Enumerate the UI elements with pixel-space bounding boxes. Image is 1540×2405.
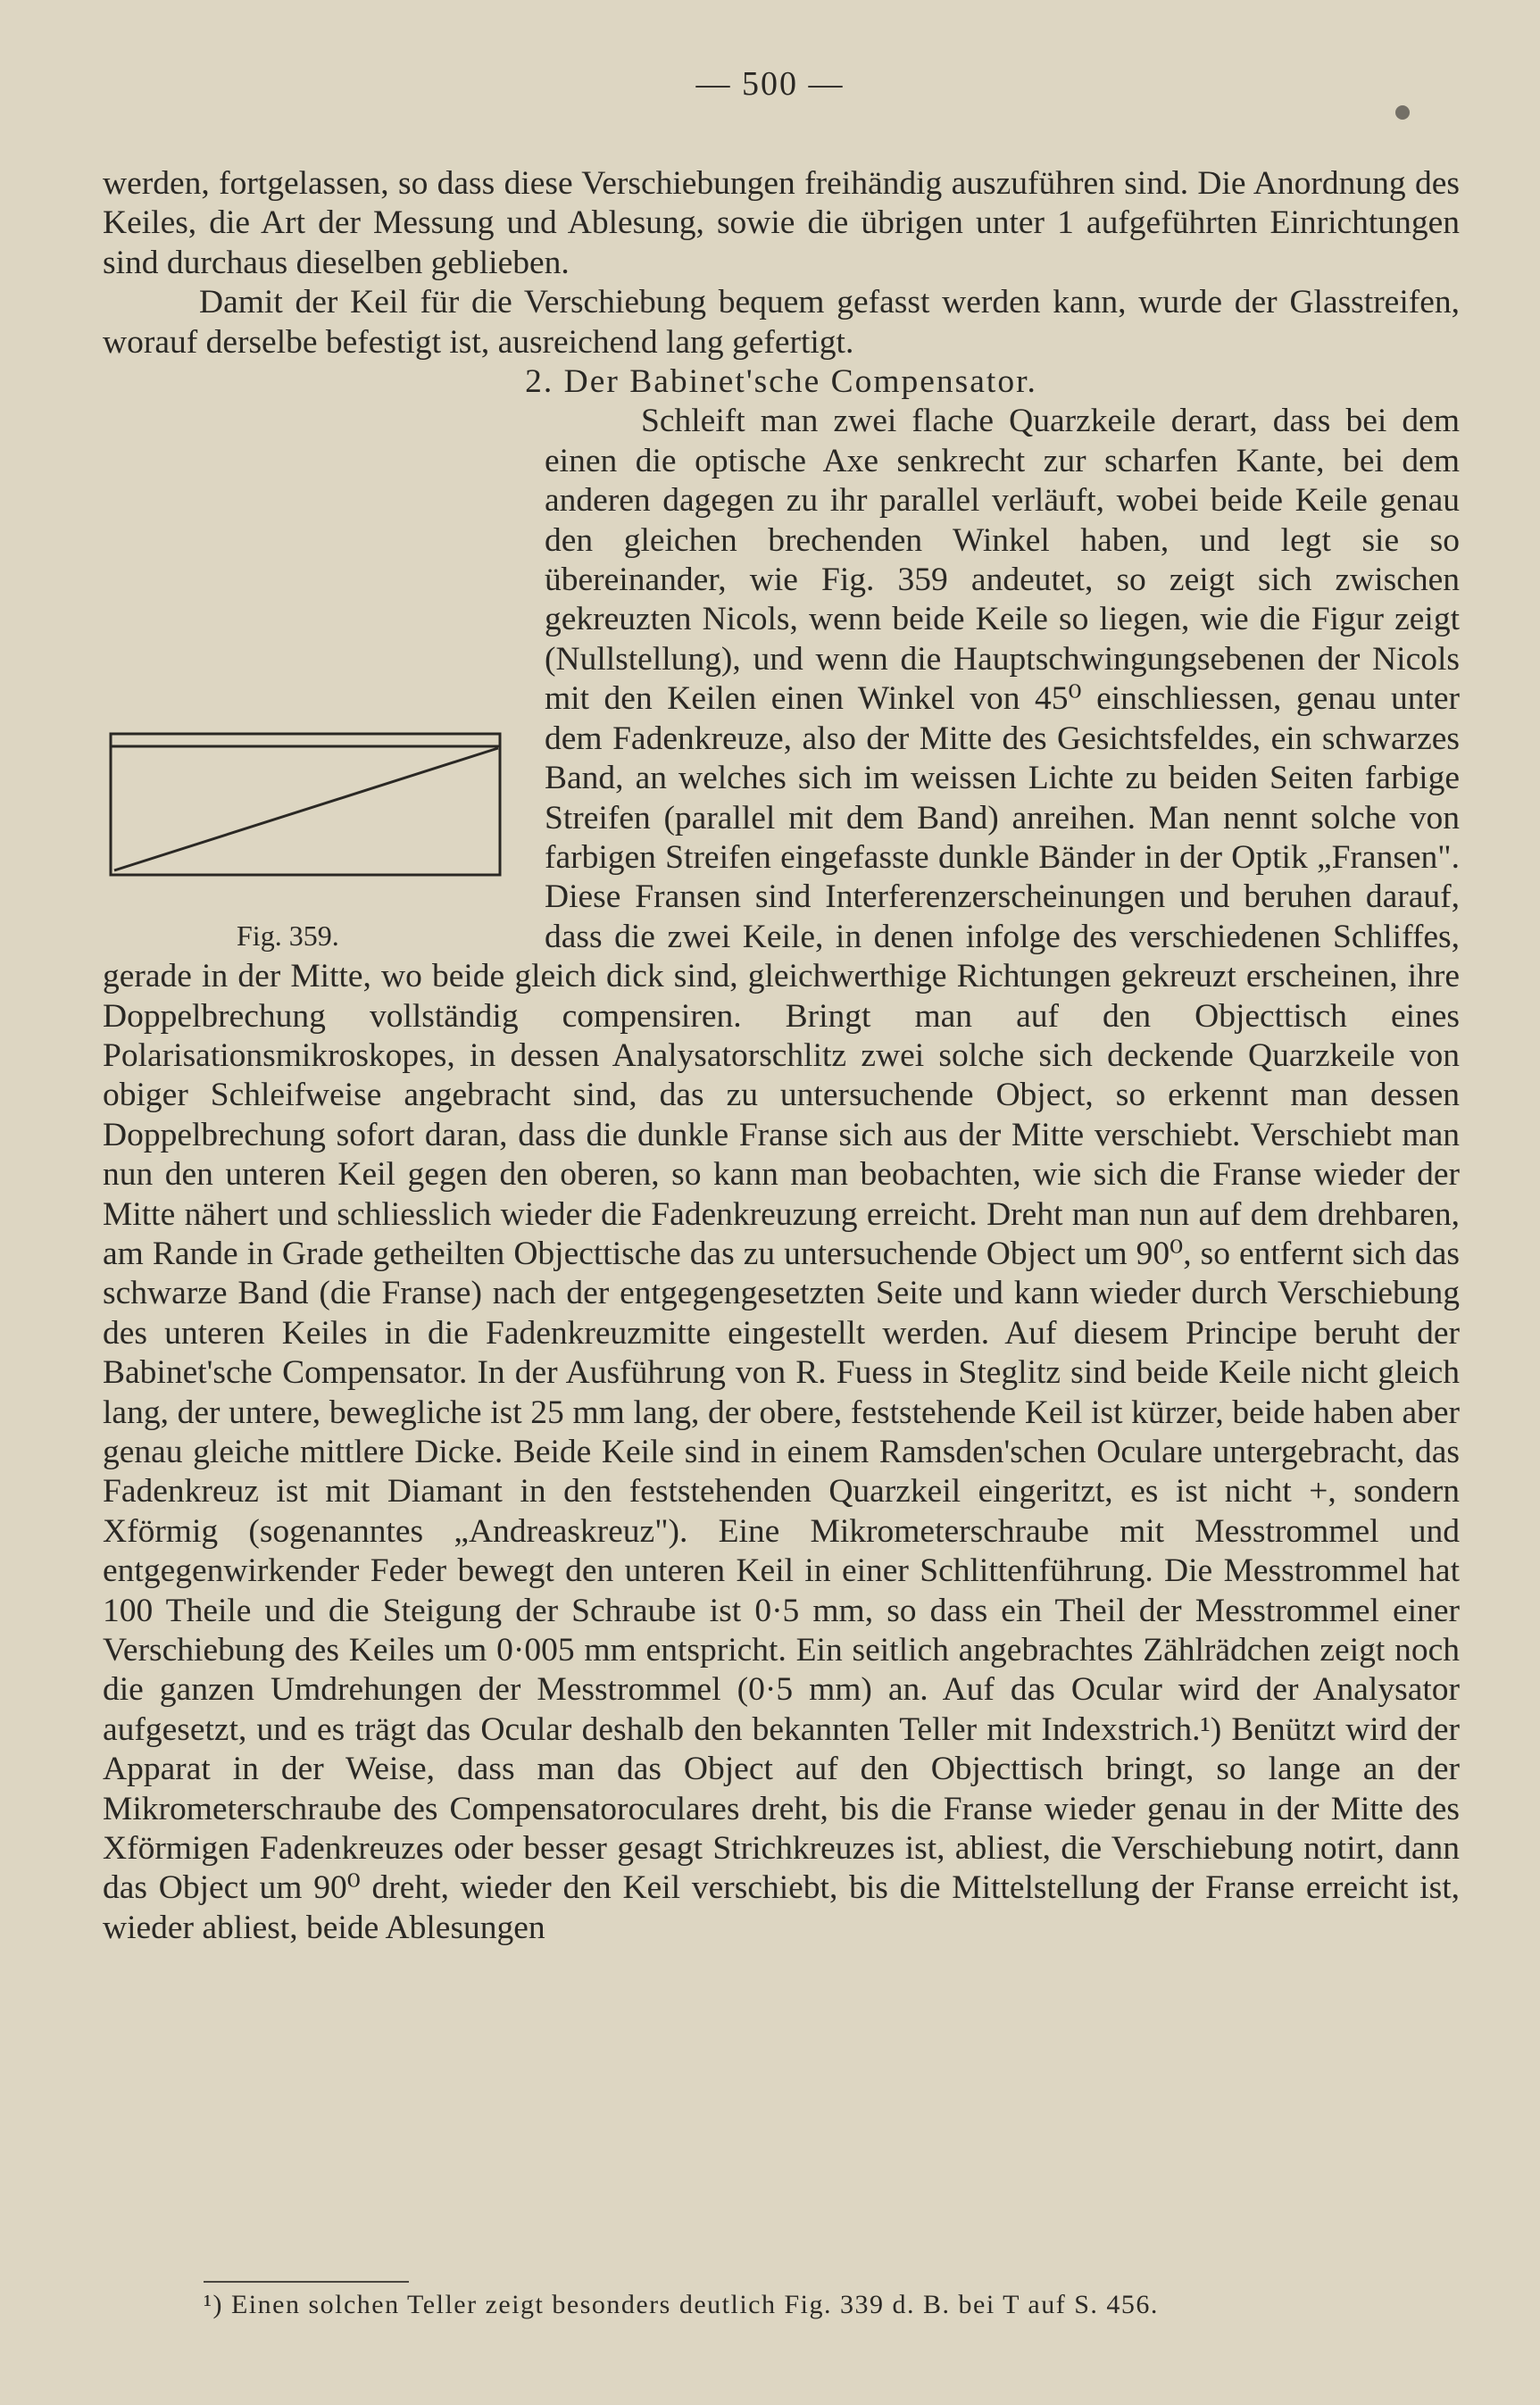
body-text bbox=[103, 164, 1460, 1948]
footnote-rule bbox=[204, 2281, 409, 2283]
paragraph-2: Damit der Keil für die Verschiebung bequem gefasst werden kann, wurde der Glasstreifen, worauf derselbe befestigt ist, ausreichend lang gefertigt. bbox=[103, 284, 1460, 361]
paragraph-3: Schleift man zwei flache Quarzkeile derart, dass bei dem einen die optische Axe senkrecht zur scharfen Kante, bei dem anderen dagegen zu ihr parallel verläuft, wobei beide Keile genau den gleichen brechenden Winkel haben, und legt sie so übereinander, wie Fig. 359 andeutet, so zeigt sich zwischen gekreuzten Nicols, wenn beide Keile so liegen, wie die Figur zeigt (Nullstellung), und wenn die Hauptschwingungsebenen der Nicols mit den Keilen einen Winkel von 45⁰ einschliessen, genau unter dem Fadenkreuze, also der Mitte des Gesichtsfeldes, ein schwarzes Band, an welches sich im weissen Lichte zu beiden Seiten farbige Streifen (parallel mit dem Band) anreihen. Man nennt solche von farbigen Streifen eingefasste dunkle Bänder in der Optik „Fransen". Diese Fransen sind Interferenzerscheinungen und beruhen darauf, dass die zwei Keile, in denen infolge des verschiedenen Schliffes, gerade in der Mitte, wo beide gleich dick sind, gleichwerthige Richtungen gekreuzt erscheinen, ihre Doppelbrechung vollständig compensiren. Bringt man auf den Objecttisch eines Polarisationsmikroskopes, in dessen Analysatorschlitz zwei solche sich deckende Quarzkeile von obiger Schleifweise angebracht sind, das zu untersuchende Object, so erkennt man dessen Doppelbrechung sofort daran, dass die dunkle Franse sich aus der Mitte verschiebt. Verschiebt man nun den unteren Keil gegen den oberen, so kann man beobachten, wie sich die Franse wieder der Mitte nähert und schliesslich wieder die Fadenkreuzung erreicht. Dreht man nun auf dem drehbaren, am Rande in Grade getheilten Objecttische das zu untersuchende Object um 90⁰, so entfernt sich das schwarze Band (die Franse) nach der entgegengesetzten Seite und kann wieder durch Verschiebung des unteren Keiles in die Fadenkreuzmitte eingestellt werden. Auf diesem Principe beruht der Babinet'sche Compensator. In der Ausführung von R. Fuess in Steglitz sind beide Keile nicht gleich lang, der untere, bewegliche ist 25 mm lang, der obere, feststehende Keil ist kürzer, beide haben aber genau gleiche mittlere Dicke. Beide Keile sind in einem Ramsden'schen Oculare untergebracht, das Fadenkreuz ist mit Diamant in den feststehenden Quarzkeil eingeritzt, es ist nicht +, sondern Xförmig (sogenanntes „Andreaskreuz"). Eine Mikrometerschraube mit Messtrommel und entgegenwirkender Feder bewegt den unteren Keil in einer Schlittenführung. Die Messtrommel hat 100 Theile und die Steigung der Schraube ist 0·5 mm, so dass ein Theil der Messtrommel einer Verschiebung des Keiles um 0·005 mm entspricht. Ein seitlich angebrachtes Zählrädchen zeigt noch die ganzen Umdrehungen der Messtrommel (0·5 mm) an. Auf das Ocular wird der Analysator aufgesetzt, und es trägt das Ocular deshalb den bekannten Teller mit Indexstrich.¹) Benützt wird der Apparat in der Weise, dass man das Object auf den Objecttisch bringt, so lange an der Mikrometerschraube des Compensatoroculares dreht, bis die Franse wieder genau in der Mitte des Xförmigen Fadenkreuzes oder besser gesagt Strichkreuzes ist, abliest, die Verschiebung notirt, dann das Object um 90⁰ dreht, wieder den Keil verschiebt, bis die Mittelstellung der Franse erreicht ist, wieder abliest, beide Ablesungen bbox=[103, 403, 1460, 1946]
paragraph-1: werden, fortgelassen, so dass diese Verschiebungen freihändig auszuführen sind. Die Anordnung des Keiles, die Art der Messung und Ablesung, sowie die übrigen unter 1 aufgeführten Einrichtungen sind durchaus dieselben geblieben. bbox=[103, 165, 1460, 281]
figure-caption: Fig. 359. bbox=[237, 920, 339, 953]
footnote: ¹) Einen solchen Teller zeigt besonders deutlich Fig. 339 d. B. bei T auf S. 456. bbox=[204, 2290, 1159, 2319]
ink-spot bbox=[1395, 105, 1410, 120]
wedge-diagonal bbox=[114, 748, 498, 870]
section-heading: 2. Der Babinet'sche Compensator. bbox=[525, 363, 1037, 401]
page-number: — 500 — bbox=[695, 65, 845, 103]
figure-359 bbox=[103, 732, 545, 952]
wedge-diagram bbox=[109, 732, 546, 893]
